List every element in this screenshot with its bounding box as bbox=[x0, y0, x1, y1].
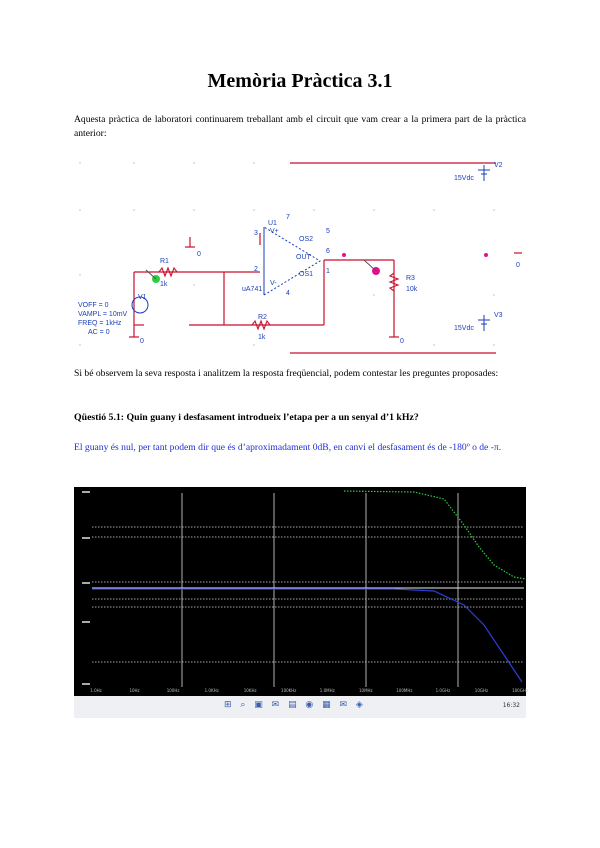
v3-value: 15Vdc bbox=[454, 325, 474, 332]
x-tick-label: 100Hz bbox=[166, 688, 180, 693]
os2-label: OS2 bbox=[299, 236, 314, 243]
vampl-param: VAMPL = 10mV bbox=[78, 311, 128, 318]
pin6-label: 6 bbox=[326, 248, 330, 255]
intro-paragraph: Aquesta pràctica de laboratori continuarem treballant amb el circuit que vam crear a la primera part de la pràctica anterior: bbox=[74, 114, 526, 139]
x-tick-label: 1.0Hz bbox=[90, 688, 102, 693]
v3-label: V3 bbox=[494, 312, 503, 319]
gnd-label-2: 0 bbox=[140, 338, 144, 345]
x-tick-label: 10GHz bbox=[474, 688, 489, 693]
analysis-paragraph: Si bé observem la seva resposta i analitzem la resposta freqüencial, podem contestar les preguntes proposades: bbox=[74, 368, 499, 379]
u1-label: U1 bbox=[268, 220, 277, 227]
out-label: OUT bbox=[296, 254, 311, 261]
frequency-response-plot bbox=[74, 487, 526, 696]
gnd-label-1: 0 bbox=[197, 251, 201, 258]
x-tick-label: 10MHz bbox=[358, 688, 373, 693]
pin7-label: 7 bbox=[286, 214, 290, 221]
pin3-label: 3 bbox=[254, 230, 258, 237]
gnd-label-4: 0 bbox=[516, 262, 520, 269]
v1-label: V1 bbox=[138, 294, 147, 301]
vminus-label: V- bbox=[270, 280, 277, 287]
answer-paragraph: El guany és nul, per tant podem dir que és d’aproximadament 0dB, en canvi el desfasament és de -180º o de -π. bbox=[74, 442, 502, 453]
pin4-label: 4 bbox=[286, 290, 290, 297]
gnd-label-3: 0 bbox=[400, 338, 404, 345]
r3-value: 10k bbox=[406, 286, 418, 293]
x-tick-label: 1.0MHz bbox=[319, 688, 335, 693]
x-tick-label: 10KHz bbox=[243, 688, 257, 693]
x-tick-label: 1.0GHz bbox=[435, 688, 451, 693]
taskbar bbox=[74, 696, 526, 718]
frequency-response-screenshot bbox=[74, 487, 526, 718]
voff-param: VOFF = 0 bbox=[78, 302, 109, 309]
r3-label: R3 bbox=[406, 275, 415, 282]
question-heading: Qüestió 5.1: Quin guany i desfasament introdueix l’etapa per a un senyal d’1 kHz? bbox=[74, 412, 419, 423]
pin2-label: 2 bbox=[254, 266, 258, 273]
x-tick-label: 1.0KHz bbox=[204, 688, 219, 693]
page-title: Memòria Pràctica 3.1 bbox=[207, 70, 393, 92]
freq-param: FREQ = 1kHz bbox=[78, 320, 122, 327]
pin1-label: 1 bbox=[326, 268, 330, 275]
r1-value: 1k bbox=[160, 281, 168, 288]
vplus-label: V+ bbox=[270, 228, 279, 235]
x-tick-label: 10Hz bbox=[129, 688, 140, 693]
x-tick-label: 100KHz bbox=[281, 688, 297, 693]
v2-label: V2 bbox=[494, 162, 503, 169]
pin5-label: 5 bbox=[326, 228, 330, 235]
os1-label: OS1 bbox=[299, 271, 314, 278]
taskbar-icons[interactable]: ⊞ ⌕ ▣ ✉ ▤ ◉ ▦ ✉ ◈ bbox=[224, 700, 366, 710]
r1-label: R1 bbox=[160, 258, 169, 265]
r2-label: R2 bbox=[258, 314, 267, 321]
x-tick-label: 100GHz bbox=[512, 688, 528, 693]
ac-param: AC = 0 bbox=[88, 329, 110, 336]
circuit-schematic bbox=[74, 155, 526, 360]
r2-value: 1k bbox=[258, 334, 266, 341]
v2-value: 15Vdc bbox=[454, 175, 474, 182]
opamp-label: uA741 bbox=[242, 286, 263, 293]
x-tick-label: 100MHz bbox=[396, 688, 413, 693]
taskbar-clock[interactable]: 16:32 bbox=[502, 702, 520, 709]
